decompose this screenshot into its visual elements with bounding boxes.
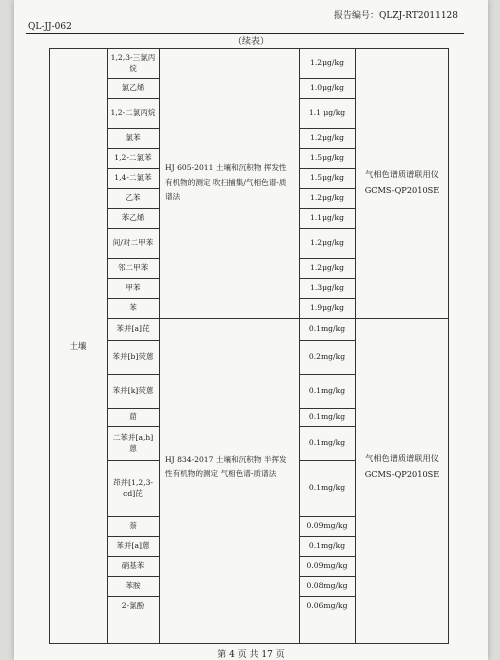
analyte-cell: 苯并[b]荧蒽 xyxy=(112,352,154,362)
column-rule xyxy=(159,48,160,644)
analyte-cell: 萘 xyxy=(129,521,137,531)
analyte-cell: 茚并[1,2,3-cd]芘 xyxy=(112,477,154,498)
column-rule xyxy=(107,48,108,644)
detection-limit-cell: 1.2μg/kg xyxy=(310,263,344,273)
column-rule xyxy=(448,48,449,644)
detection-limit-cell: 1.1μg/kg xyxy=(310,213,344,223)
detection-limit-cell: 1.2μg/kg xyxy=(310,193,344,203)
analyte-cell: 间/对二甲苯 xyxy=(112,238,154,248)
detection-limit-cell: 0.2mg/kg xyxy=(308,352,346,362)
row-rule xyxy=(49,643,449,644)
detection-limit-cell: 1.9μg/kg xyxy=(310,303,344,313)
analyte-cell: 1,2-二氯丙烷 xyxy=(110,108,156,118)
page-number: 第 4 页 共 17 页 xyxy=(217,650,285,660)
table-continued-label: （续表） xyxy=(232,37,269,47)
document-code: QL-JJ-062 xyxy=(28,22,72,32)
analyte-cell: 邻二甲苯 xyxy=(117,263,149,273)
analyte-cell: 乙苯 xyxy=(125,193,141,203)
report-number: 报告编号：QLZJ-RT2011128 xyxy=(334,11,458,21)
analyte-cell: 2-氯酚 xyxy=(121,601,145,611)
detection-limit-cell: 1.5μg/kg xyxy=(310,153,344,163)
detection-limit-cell: 1.2μg/kg xyxy=(310,133,344,143)
detection-limit-table xyxy=(49,48,449,644)
detection-limit-cell: 1.3μg/kg xyxy=(310,283,344,293)
column-rule xyxy=(355,48,356,644)
analyte-cell: 甲苯 xyxy=(125,283,141,293)
detection-limit-cell: 1.0μg/kg xyxy=(310,83,344,93)
analyte-cell: 苯胺 xyxy=(125,581,141,591)
method-cell: HJ 834-2017 土壤和沉积物 半挥发性有机物的测定 气相色谱-质谱法 xyxy=(165,454,287,478)
method-cell: HJ 605-2011 土壤和沉积物 挥发性有机物的测定 吹扫捕集/气相色谱-质谱法 xyxy=(165,163,287,202)
detection-limit-cell: 0.09mg/kg xyxy=(306,561,348,571)
detection-limit-cell: 0.08mg/kg xyxy=(306,581,348,591)
detection-limit-cell: 0.1mg/kg xyxy=(308,324,346,334)
detection-limit-cell: 1.1 μg/kg xyxy=(308,108,346,118)
analyte-cell: 1,4-二氯苯 xyxy=(114,173,152,183)
detection-limit-cell: 0.09mg/kg xyxy=(306,521,348,531)
document-page xyxy=(14,0,488,660)
instrument-cell: 气相色谱质谱联用仪 GCMS-QP2010SE xyxy=(364,453,440,479)
detection-limit-cell: 1.2μg/kg xyxy=(310,58,344,68)
analyte-cell: 苯 xyxy=(129,303,137,313)
analyte-cell: 氯苯 xyxy=(125,133,141,143)
instrument-cell: 气相色谱质谱联用仪 GCMS-QP2010SE xyxy=(364,169,440,195)
analyte-cell: 苯乙烯 xyxy=(121,213,145,223)
analyte-cell: 二苯并[a,h]蒽 xyxy=(112,432,154,453)
analyte-cell: 䓛 xyxy=(129,412,137,422)
analyte-cell: 1,2-二氯苯 xyxy=(114,153,152,163)
detection-limit-cell: 0.1mg/kg xyxy=(308,483,346,493)
detection-limit-cell: 0.1mg/kg xyxy=(308,541,346,551)
analyte-cell: 硝基苯 xyxy=(121,561,145,571)
detection-limit-cell: 0.1mg/kg xyxy=(308,438,346,448)
analyte-cell: 苯并[a]芘 xyxy=(116,324,150,334)
detection-limit-cell: 0.1mg/kg xyxy=(308,386,346,396)
sample-type-cell: 土壤 xyxy=(69,340,87,351)
analyte-cell: 氯乙烯 xyxy=(121,83,145,93)
analyte-cell: 苯并[a]蒽 xyxy=(116,541,150,551)
detection-limit-cell: 1.2μg/kg xyxy=(310,238,344,248)
detection-limit-cell: 0.06mg/kg xyxy=(306,601,348,611)
detection-limit-cell: 1.5μg/kg xyxy=(310,173,344,183)
detection-limit-cell: 0.1mg/kg xyxy=(308,412,346,422)
analyte-cell: 苯并[k]荧蒽 xyxy=(112,386,154,396)
analyte-cell: 1,2,3-三氯丙烷 xyxy=(110,52,156,73)
